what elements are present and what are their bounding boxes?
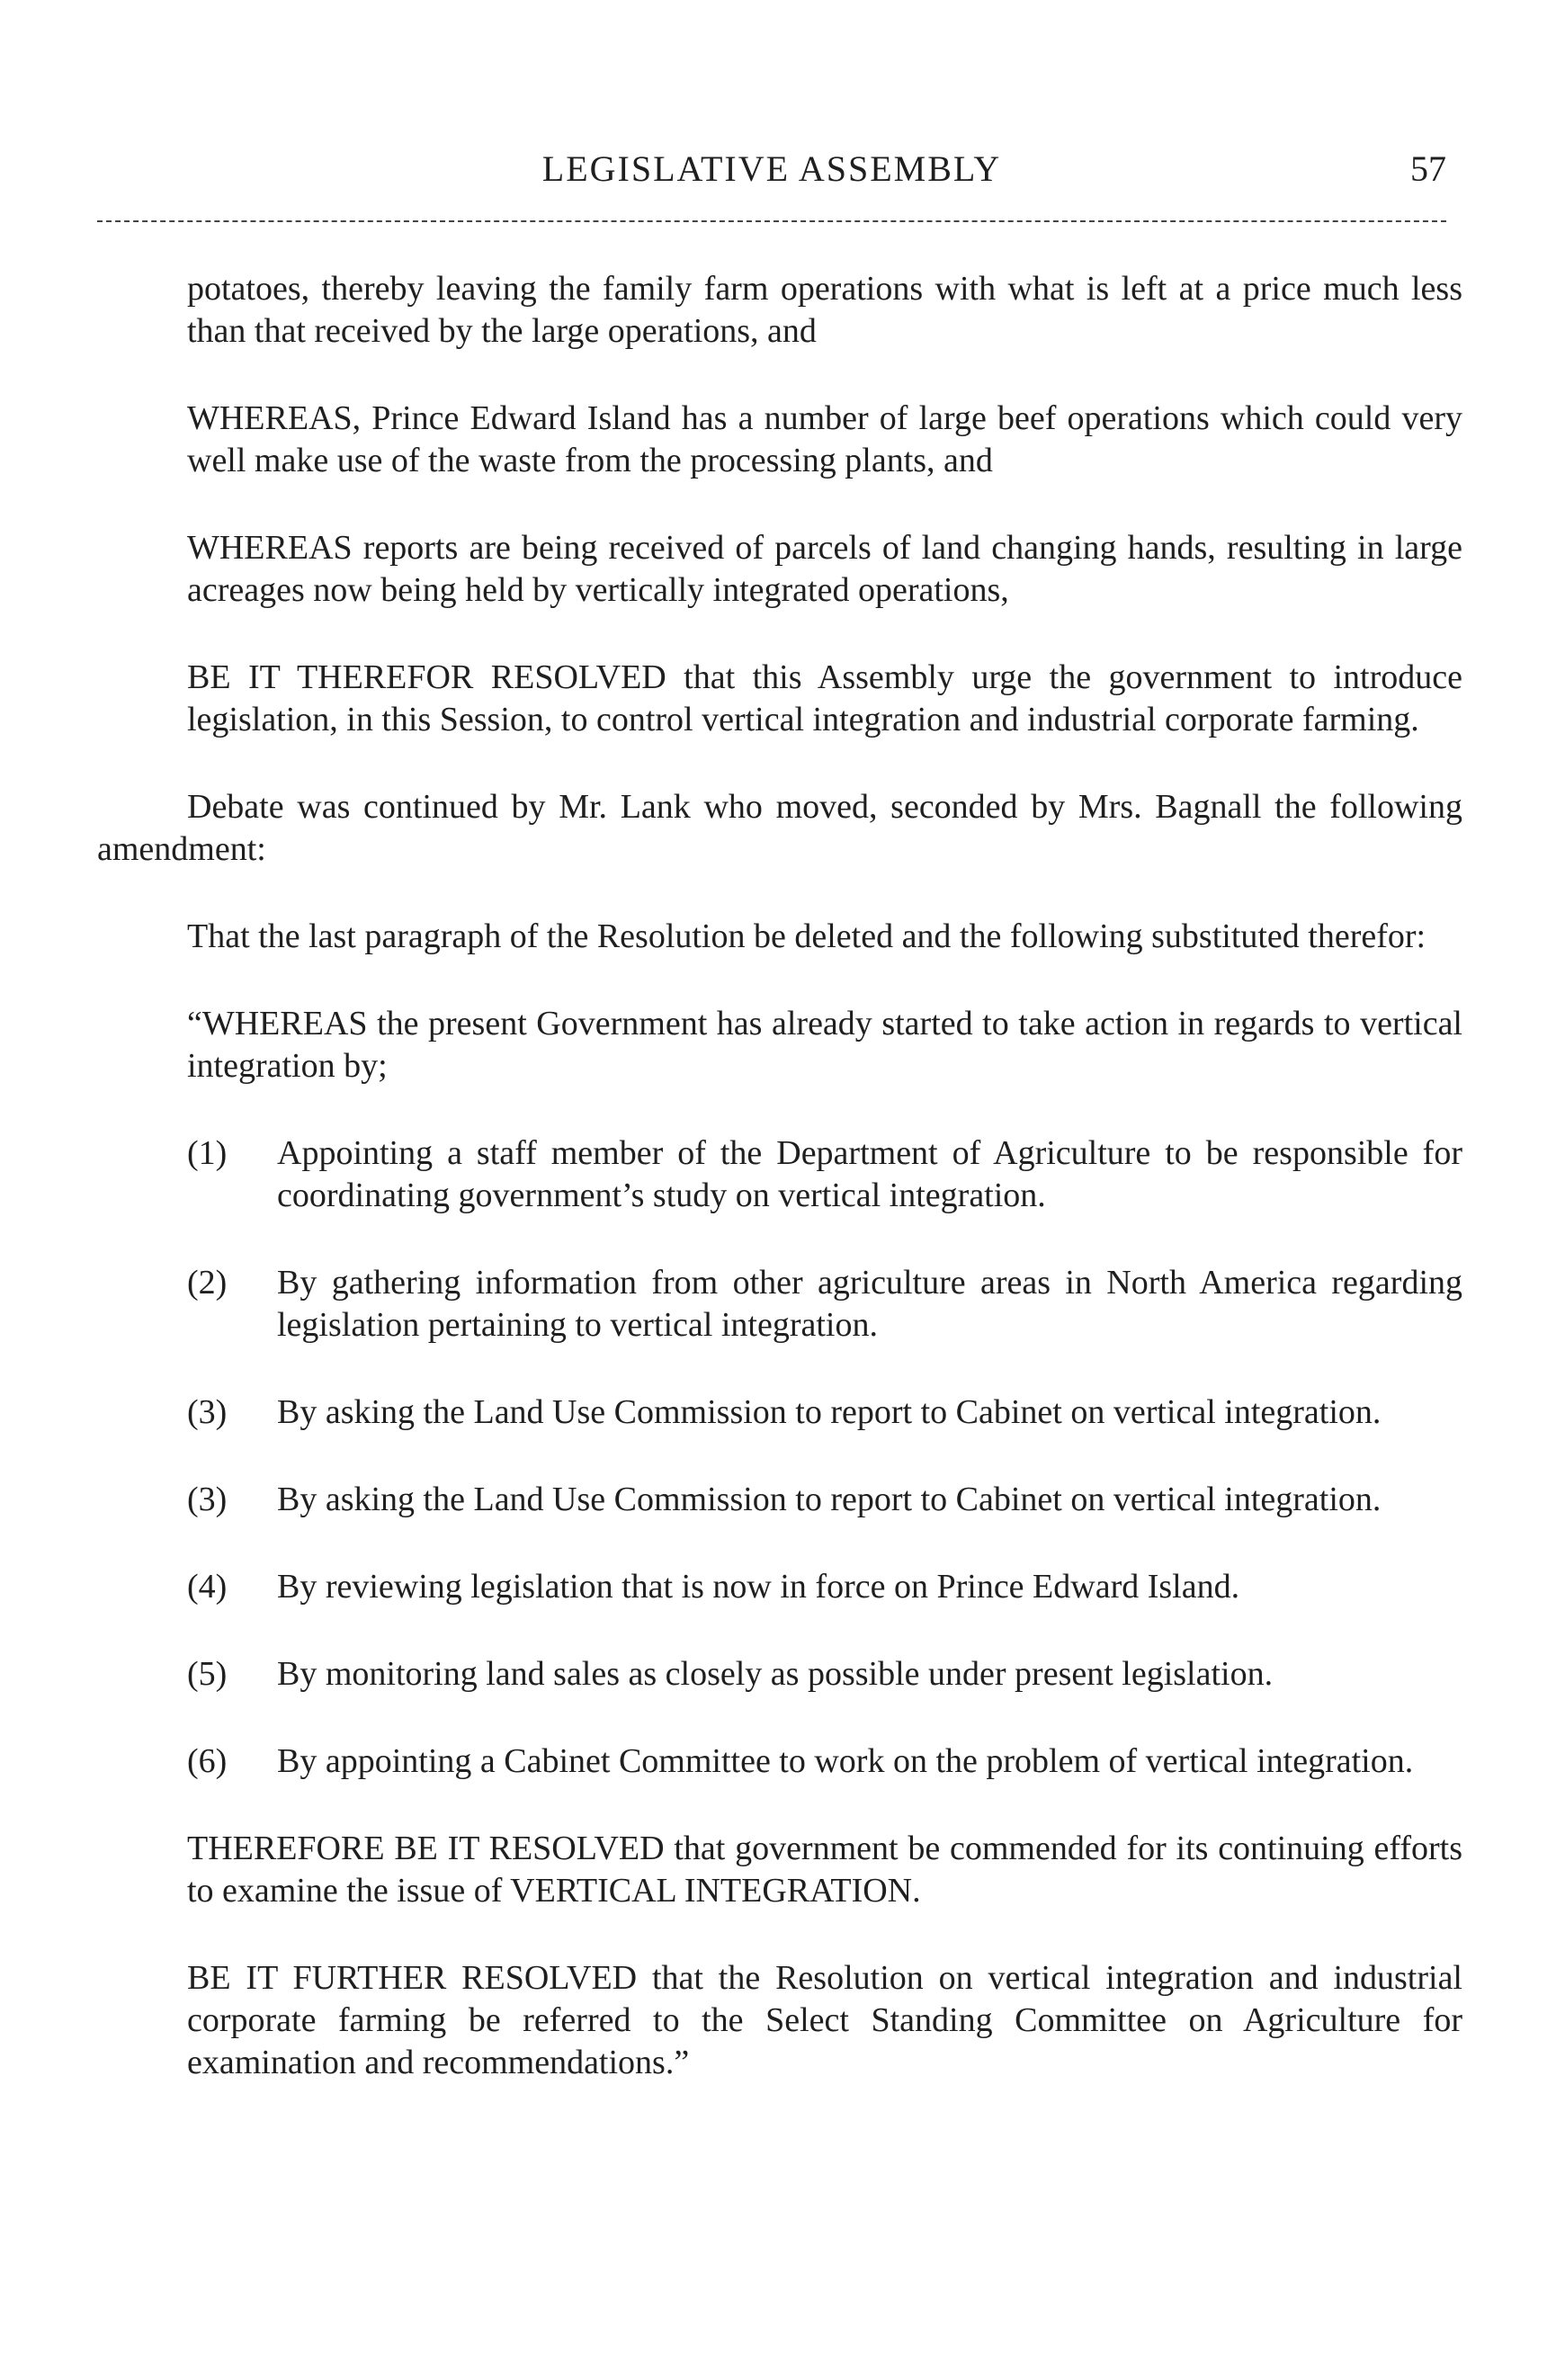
paragraph-amendment: That the last paragraph of the Resolution be deleted and the following substituted therefor:	[187, 917, 1426, 955]
list-item-text: By reviewing legislation that is now in force on Prince Edward Island.	[277, 1568, 1240, 1606]
list-item	[187, 1262, 1462, 1347]
paragraph-debate: Debate was continued by Mr. Lank who moved, seconded by Mrs. Bagnall the following amendment:	[97, 788, 1462, 868]
list-item-number: (3)	[187, 1393, 228, 1431]
paragraph-therefore-resolved: THEREFORE BE IT RESOLVED that government be commended for its continuing efforts to examine the issue of VERTICAL INTEGRATION.	[187, 1830, 1462, 1910]
list-item-number: (6)	[187, 1742, 228, 1780]
paragraph-quote-whereas: “WHEREAS the present Government has already started to take action in regards to vertical integration by;	[187, 1005, 1462, 1085]
paragraph-further-resolved: BE IT FURTHER RESOLVED that the Resolution on vertical integration and industrial corporate farming be referred to the Select Standing Committee on Agriculture for examination and recommendations.”	[187, 1959, 1462, 2081]
list-item-number: (4)	[187, 1568, 228, 1606]
list-item-text: Appointing a staff member of the Department of Agriculture to be responsible for coordinating government’s study on vertical integration.	[277, 1134, 1462, 1214]
list-item-text: By asking the Land Use Commission to report to Cabinet on vertical integration.	[277, 1393, 1382, 1431]
list-item-number: (5)	[187, 1655, 228, 1693]
paragraph-potatoes: potatoes, thereby leaving the family farm operations with what is left at a price much less than that received by the large operations, and	[187, 270, 1462, 350]
list-item	[187, 1740, 1462, 1783]
running-head	[97, 144, 1446, 198]
list-item-number: (1)	[187, 1134, 228, 1172]
list-item	[187, 1566, 1462, 1608]
list-item	[187, 1391, 1462, 1434]
paragraph-whereas-land: WHEREAS reports are being received of parcels of land changing hands, resulting in large acreages now being held by vertically integrated operations,	[187, 529, 1462, 609]
list-item	[187, 1653, 1462, 1696]
list-item	[187, 1132, 1462, 1217]
list-item-text: By gathering information from other agriculture areas in North America regarding legislation pertaining to vertical integration.	[277, 1264, 1462, 1344]
list-item-text: By appointing a Cabinet Committee to work on the problem of vertical integration.	[277, 1742, 1414, 1780]
list-item-text: By monitoring land sales as closely as possible under present legislation.	[277, 1655, 1274, 1693]
list-item-number: (3)	[187, 1481, 228, 1518]
page-number: 57	[1410, 148, 1446, 189]
list-item-number: (2)	[187, 1264, 228, 1302]
list-item-text: By asking the Land Use Commission to report to Cabinet on vertical integration.	[277, 1481, 1382, 1518]
header-rule	[97, 220, 1446, 222]
paragraph-resolved: BE IT THEREFOR RESOLVED that this Assembly urge the government to introduce legislation, in this Session, to control vertical integration and industrial corporate farming.	[187, 658, 1462, 738]
body-text	[97, 268, 1462, 2129]
paragraph-whereas-beef: WHEREAS, Prince Edward Island has a number of large beef operations which could very well make use of the waste from the processing plants, and	[187, 399, 1462, 479]
list-item	[187, 1479, 1462, 1521]
running-title: LEGISLATIVE ASSEMBLY	[541, 148, 1002, 189]
